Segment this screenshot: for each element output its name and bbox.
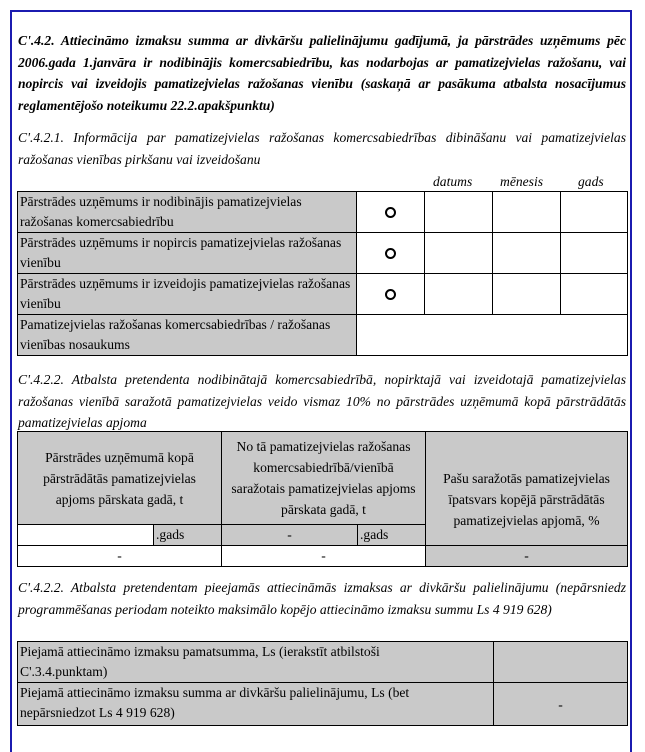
row-nopircis-label: Pārstrādes uzņēmums ir nopircis pamatizejvielas ražošanas vienību	[20, 235, 342, 270]
row-nopircis-label-cell	[17, 232, 357, 274]
subsection-3-title: C'.4.2.2. Atbalsta pretendentam pieejamās attiecināmās izmaksas ar divkāršu palielinājumu (nepārsniedz programmēšanas periodam noteikto maksimālo kopējo attiecināmo izmaksu summu Ls 4 919 628)	[18, 580, 626, 617]
t2-value1-cell[interactable]	[17, 545, 222, 567]
t3-row1-label: Piejamā attiecināmo izmaksu pamatsumma, Ls (ierakstīt atbilstoši C'.3.4.punktam)	[20, 644, 380, 679]
t3-row2-value: -	[558, 696, 563, 712]
row-nodibinajis-radio-cell[interactable]	[356, 191, 425, 233]
t3-row2-value-cell	[493, 682, 628, 726]
t3-row2-label-cell	[17, 682, 494, 726]
col-menesis: mēnesis	[500, 174, 544, 189]
t2-gads1-cell	[153, 524, 222, 546]
name-label-cell	[17, 314, 357, 356]
radio-nopircis[interactable]	[385, 248, 396, 259]
t2-year1-input[interactable]	[17, 524, 154, 546]
row-nopircis-datums[interactable]	[424, 232, 493, 274]
row-izveidojis-datums[interactable]	[424, 273, 493, 315]
t2-dash-mid-cell	[221, 524, 358, 546]
row-nodibinajis-menesis[interactable]	[492, 191, 561, 233]
row-nodibinajis-label-cell	[17, 191, 357, 233]
t2-header-col3-text: Pašu saražotās pamatizejvielas īpatsvars kopējā pārstrādātās pamatizejvielas apjomā, %	[443, 470, 610, 528]
row-nopircis-radio-cell[interactable]	[356, 232, 425, 274]
t2-value2[interactable]: -	[321, 548, 326, 563]
row-izveidojis-label-cell	[17, 273, 357, 315]
t3-row2-label: Piejamā attiecināmo izmaksu summa ar divkāršu palielinājumu, Ls (bet nepārsniedzot Ls 4 919 628)	[20, 685, 410, 720]
t2-value3-cell	[425, 545, 628, 567]
t2-value1[interactable]: -	[117, 548, 122, 563]
t2-header-col2-text: No tā pamatizejvielas ražošanas komercsabiedrībā/vienībā saražotais pamatizejvielas apjoms pārskata gadā, t	[231, 439, 416, 517]
t2-value2-cell[interactable]	[221, 545, 426, 567]
t2-gads1: .gads	[156, 527, 185, 542]
col-gads: gads	[578, 174, 604, 189]
t2-header-col2	[221, 431, 426, 525]
t2-gads2-cell	[357, 524, 426, 546]
t3-row1-value-cell[interactable]	[493, 641, 628, 683]
t3-row1-label-cell	[17, 641, 494, 683]
t2-gads2: .gads	[360, 527, 389, 542]
name-label: Pamatizejvielas ražošanas komercsabiedrības / ražošanas vienības nosaukums	[20, 317, 331, 352]
subsection-2-title: C'.4.2.2. Atbalsta pretendenta nodibinātajā komercsabiedrībā, nopirktajā vai izveidotajā pamatizejvielas ražošanas vienībā saražotā pamatizejvielas veido vismaz 10% no pārstrādes uzņēmumā kopā pārstrādātās pamatizejvielas apjoma	[18, 372, 626, 430]
row-nopircis-menesis[interactable]	[492, 232, 561, 274]
row-nodibinajis-label: Pārstrādes uzņēmums ir nodibinājis pamatizejvielas ražošanas komercsabiedrību	[20, 194, 302, 229]
row-izveidojis-gads[interactable]	[560, 273, 628, 315]
t2-dash-mid: -	[287, 527, 292, 542]
row-nopircis-gads[interactable]	[560, 232, 628, 274]
section-heading: C'.4.2. Attiecināmo izmaksu summa ar divkāršu palielinājumu gadījumā, ja pārstrādes uzņēmums pēc 2006.gada 1.janvāra ir nodibinājis komercsabiedrību, kas nodarbojas ar pamatizejvielas ražošanu, vai nopircis vai izveidojis pamatizejvielas ražošanas vienību (saskaņā ar pasākuma atbalsta nosacījumus reglamentējošo noteikumu 22.2.apakšpunktu)	[18, 33, 626, 113]
row-izveidojis-radio-cell[interactable]	[356, 273, 425, 315]
name-input-cell[interactable]	[356, 314, 628, 356]
t2-header-col1-text: Pārstrādes uzņēmumā kopā pārstrādātās pamatizejvielas apjoms pārskata gadā, t	[43, 449, 196, 507]
row-izveidojis-menesis[interactable]	[492, 273, 561, 315]
row-nodibinajis-gads[interactable]	[560, 191, 628, 233]
subsection-1-title: C'.4.2.1. Informācija par pamatizejvielas ražošanas komercsabiedrības dibināšanu vai pamatizejvielas ražošanas vienības pirkšanu vai izveidošanu	[18, 130, 626, 167]
col-datums: datums	[433, 174, 473, 189]
t2-header-col1	[17, 431, 222, 525]
row-izveidojis-label: Pārstrādes uzņēmums ir izveidojis pamatizejvielas ražošanas vienību	[20, 276, 351, 311]
radio-nodibinajis[interactable]	[385, 207, 396, 218]
t2-value3: -	[524, 548, 529, 563]
row-nodibinajis-datums[interactable]	[424, 191, 493, 233]
radio-izveidojis[interactable]	[385, 289, 396, 300]
